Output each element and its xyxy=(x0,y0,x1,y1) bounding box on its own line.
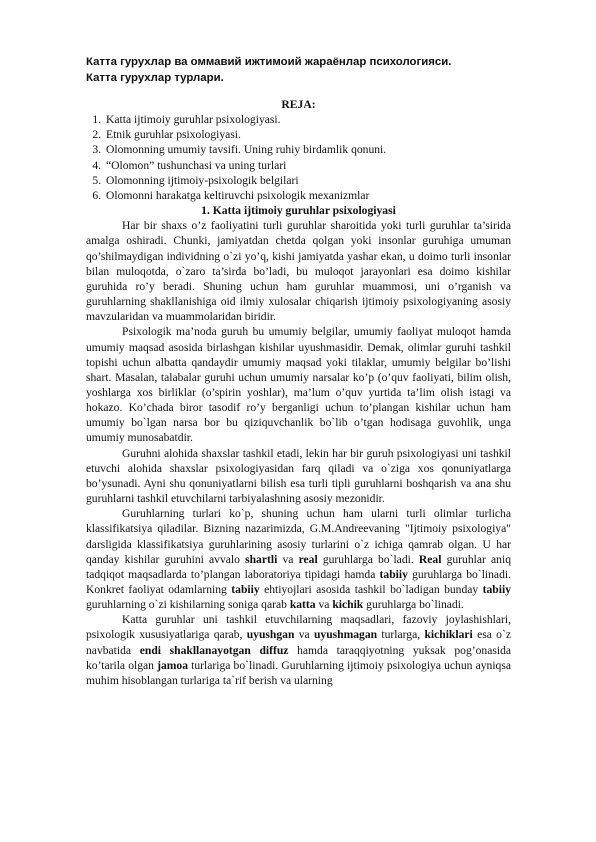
plan-list xyxy=(86,112,511,203)
bold-term: katta xyxy=(289,598,316,612)
text-run: guruhlarga bo`linadi. xyxy=(363,598,464,612)
bold-term: endi shakllanayotgan diffuz xyxy=(139,643,289,657)
plan-item: 4. “Olomon” tushunchasi va uning turlari xyxy=(104,158,511,173)
text-run: va xyxy=(294,628,314,642)
plan-item: 6. Olomonni harakatga keltiruvchi psixologik mexanizmlar xyxy=(104,188,511,203)
document-page xyxy=(86,55,511,688)
text-run: turlariga bo`linadi. Guruhlarning ijtimoiy psixologiya uchun ayniqsa muhim hisoblangan turlariga ta`rif berish va ularning xyxy=(86,658,511,687)
plan-item: 3. Olomonning umumiy tavsifi. Uning ruhiy birdamlik qonuni. xyxy=(104,142,511,157)
bold-term: tabiiy xyxy=(379,567,408,581)
bold-term: tabiiy xyxy=(482,583,511,596)
bold-term: kichiklari xyxy=(424,628,473,642)
plan-item: 2. Etnik guruhlar psixologiyasi. xyxy=(104,127,511,142)
document-header xyxy=(86,55,511,86)
text-run: va xyxy=(277,552,299,566)
paragraph-4 xyxy=(86,506,511,612)
header-line-2: Катта гурухлар турлари. xyxy=(86,71,224,84)
bold-term: Real xyxy=(418,552,442,566)
plan-item: 1. Katta ijtimoiy guruhlar psixologiyasi. xyxy=(104,112,511,127)
section-title: 1. Katta ijtimoiy guruhlar psixologiyasi xyxy=(201,204,396,218)
plan-title: REJA: xyxy=(281,98,316,111)
text-run: turlarga, xyxy=(377,628,425,642)
text-run: va xyxy=(315,598,333,612)
text-run: guruhlarga bo`linadi. Konkret faoliyat odamlarning xyxy=(86,567,511,596)
paragraph-2: Psixologik ma’noda guruh bu umumiy belgilar, umumiy faoliyat muloqot hamda umumiy maqsad asosida birlashgan kishilar uyushmasidir. Demak, olimlar guruhi tashkil topishi uchun albatta qandaydir umumiy maqsad yoki tilaklar, umumiy belgilar bo’lishi shart. Masalan, talabalar guruhi uchun umumiy narsalar ko’p (o’quv faoliyati, bilim olish, yoshlarga xos birliklar (o’spirin yoshlar), ma’lum o’quv yurtida ta’lim olish istagi va hokazo. Ko’chada biror tasodif ro’y berganligi uchun to’plangan kishilar uchun ham umumiy bo`lgan narsa bor bu qiziquvchanlik bo`lib o’tgan hodisaga guvohlik, unga umumiy munosabatdir. xyxy=(86,325,511,445)
text-run: guruhlar aniq tadqiqot maqsadlarda to’plangan laboratoriya tipidagi hamda xyxy=(86,552,511,581)
text-run: hamda taraqqiyotning yuksak pog’onasida ko’tarila olgan xyxy=(86,643,512,672)
bold-term: shartli xyxy=(245,552,278,566)
text-run: Katta guruhlar uni tashkil etuvchilarning maqsadlari, fazoviy joylashishlari, psixologik xususiyatlariga qarab, xyxy=(86,613,511,642)
header-line-1: Катта гурухлар ва оммавий ижтимоий жараёнлар психологияси. xyxy=(86,56,452,68)
text-run: esa o`z navbatida xyxy=(86,628,511,657)
bold-term: tabiiy xyxy=(231,583,260,596)
text-run: ehtiyojlari asosida tashkil bo`ladigan bunday xyxy=(259,583,483,596)
paragraph-5 xyxy=(86,612,511,688)
bold-term: real xyxy=(298,552,318,566)
plan-item: 5. Olomonning ijtimoiy-psixologik belgilari xyxy=(104,173,511,188)
bold-term: uyushgan xyxy=(246,628,295,642)
text-run: Guruhlarning turlari ko`p, shuning uchun ham ularni turli olimlar turlicha klassifikatsiya qiladilar. Bizning nazarimizda, G.M.Andreevaning "Ijtimoiy psixologiya" darsligida klassifikatsiya guruhlarining asosiy turlarini o`z ichiga qamrab olgan. U har qanday kishilar guruhini avvalo xyxy=(86,507,511,566)
paragraph-1: Har bir shaxs o’z faoliyatini turli guruhlar sharoitida yoki turli guruhlar ta’sirida amalga oshiradi. Chunki, jamiyatdan chetda qolgan yoki insonlar guruhiga umuman qo’shilmaydigan individning o`zi yo’q, kishi jamiyatda yashar ekan, u doimo turli insonlar bilan muloqotda, o`zaro ta’sirda bo’ladi, bu muloqot jarayonlari esa doimo kishilar guruhida ro’y beradi. Shuning uchun ham guruhlar muammosi, uni o’rganish va guruhlarning shakllanishiga oid ilmiy xulosalar chiqarish ijtimoiy psixologiyaning asosiy mavzularidan va muammolaridan biridir. xyxy=(86,219,511,324)
bold-term: jamoa xyxy=(157,658,189,672)
text-run: guruhlarga bo`ladi. xyxy=(317,552,419,566)
bold-term: uyushmagan xyxy=(313,628,378,642)
text-run: guruhlarning o`zi kishilarning soniga qarab xyxy=(86,598,290,612)
bold-term: kichik xyxy=(332,598,364,612)
paragraph-3: Guruhni alohida shaxslar tashkil etadi, lekin har bir guruh psixologiyasi uni tashkil etuvchi alohida shaxslar psixologiyasidan farq qiladi va o`ziga xos qonuniyatlarga bo’ysunadi. Ayni shu qonuniyatlarni bilish esa turli tipli guruhlarni boshqarish va ana shu guruhlarni tashkil etuvchilarni tarbiyalashning asosiy mezonidir. xyxy=(86,446,511,506)
